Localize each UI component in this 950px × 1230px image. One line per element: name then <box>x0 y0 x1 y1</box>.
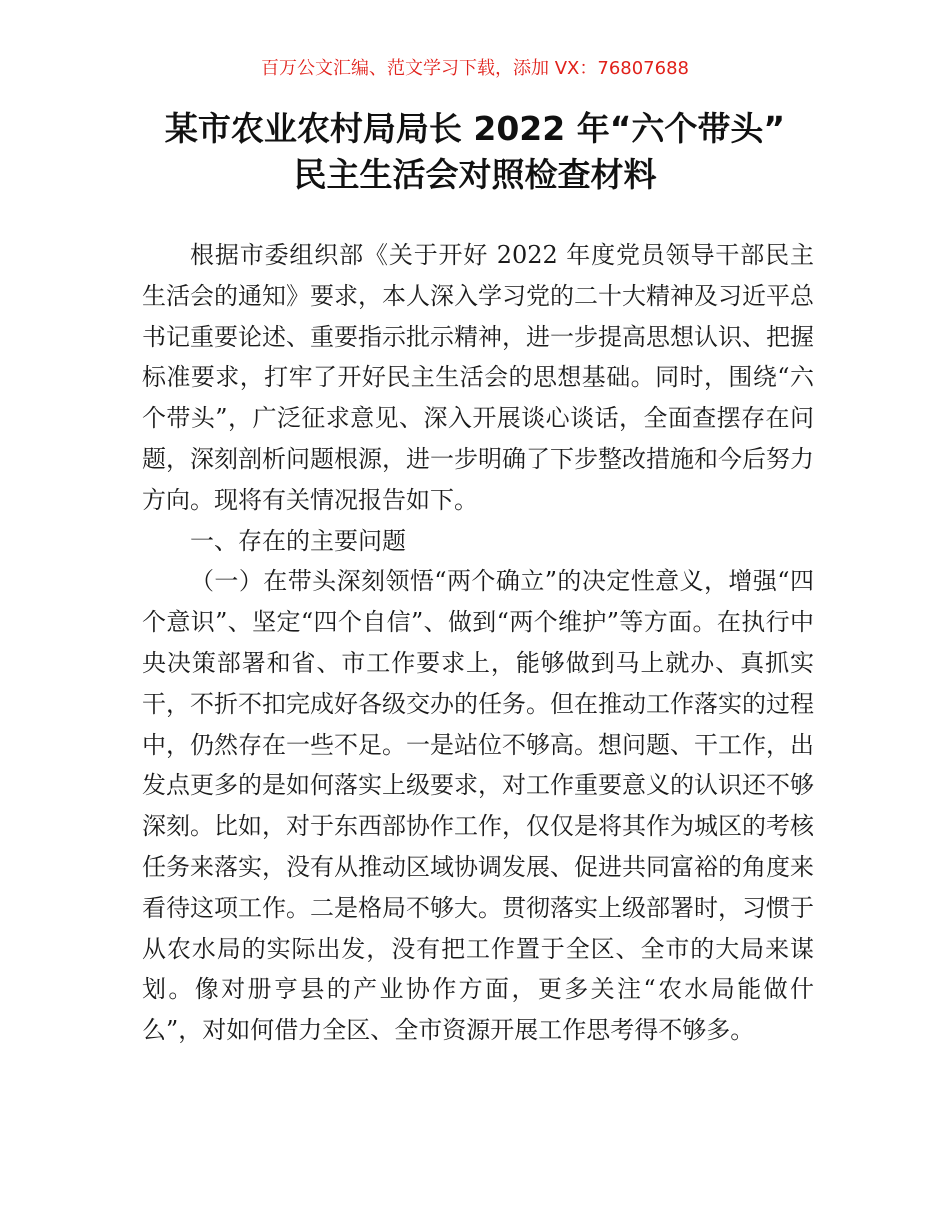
title-line-2: 民主生活会对照检查材料 <box>293 155 657 194</box>
document-body <box>142 235 814 1051</box>
section-heading: 一、存在的主要问题 <box>190 526 406 555</box>
title-line-1: 某市农业农村局局长 2022 年“六个带头” <box>164 109 786 148</box>
intro-paragraph: 根据市委组织部《关于开好 2022 年度党员领导干部民主生活会的通知》要求，本人深入学习党的二十大精神及习近平总书记重要论述、重要指示批示精神，进一步提高思想认识、把握标准要求，打牢了开好民主生活会的思想基础。同时，围绕“六个带头”，广泛征求意见、深入开展谈心谈话，全面查摆存在问题，深刻剖析问题根源，进一步明确了下步整改措施和今后努力方向。现将有关情况报告如下。 <box>142 241 814 514</box>
subsection-paragraph: （一）在带头深刻领悟“两个确立”的决定性意义，增强“四个意识”、坚定“四个自信”、做到“两个维护”等方面。在执行中央决策部署和省、市工作要求上，能够做到马上就办、真抓实干，不折不扣完成好各级交办的任务。但在推动工作落实的过程中，仍然存在一些不足。一是站位不够高。想问题、干工作，出发点更多的是如何落实上级要求，对工作重要意义的认识还不够深刻。比如，对于东西部协作工作，仅仅是将其作为城区的考核任务来落实，没有从推动区域协调发展、促进共同富裕的角度来看待这项工作。二是格局不够大。贯彻落实上级部署时，习惯于从农水局的实际出发，没有把工作置于全区、全市的大局来谋划。像对册亨县的产业协作方面，更多关注“农水局能做什么”，对如何借力全区、全市资源开展工作思考得不够多。 <box>142 567 814 1045</box>
document-title <box>0 106 950 198</box>
header-banner: 百万公文汇编、范文学习下载，添加 VX：76807688 <box>261 58 689 79</box>
